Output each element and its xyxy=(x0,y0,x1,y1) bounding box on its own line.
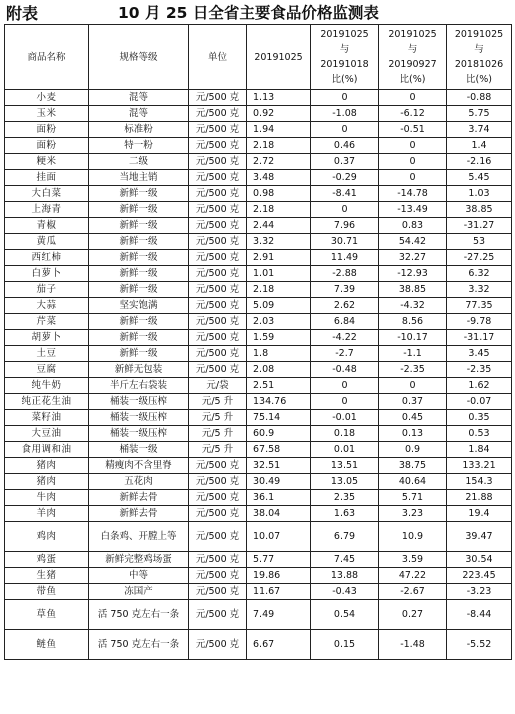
change-year-cell: 39.47 xyxy=(447,522,512,552)
spec-grade-cell: 桶装一级 xyxy=(89,442,189,458)
change-month-cell: 0 xyxy=(379,138,447,154)
change-year-cell: 30.54 xyxy=(447,552,512,568)
commodity-name-cell: 豆腐 xyxy=(5,362,89,378)
price-cell: 5.77 xyxy=(247,552,311,568)
change-week-cell: 7.45 xyxy=(311,552,379,568)
change-week-cell: 0.46 xyxy=(311,138,379,154)
change-week-cell: 13.88 xyxy=(311,568,379,584)
change-week-cell: -2.88 xyxy=(311,266,379,282)
unit-cell: 元/500 克 xyxy=(189,90,247,106)
commodity-name-cell: 小麦 xyxy=(5,90,89,106)
commodity-name-cell: 大白菜 xyxy=(5,186,89,202)
table-row xyxy=(5,362,512,378)
change-month-cell: 0.27 xyxy=(379,600,447,630)
price-cell: 2.18 xyxy=(247,202,311,218)
unit-cell: 元/500 克 xyxy=(189,234,247,250)
table-row xyxy=(5,170,512,186)
commodity-name-cell: 大蒜 xyxy=(5,298,89,314)
price-cell: 2.91 xyxy=(247,250,311,266)
change-month-cell: 0 xyxy=(379,154,447,170)
commodity-name-cell: 粳米 xyxy=(5,154,89,170)
spec-grade-cell: 桶装一级压榨 xyxy=(89,394,189,410)
commodity-name-cell: 猪肉 xyxy=(5,474,89,490)
change-week-cell: 1.63 xyxy=(311,506,379,522)
spec-grade-cell: 坚实饱满 xyxy=(89,298,189,314)
spec-grade-cell: 新鲜完整鸡场蛋 xyxy=(89,552,189,568)
price-cell: 36.1 xyxy=(247,490,311,506)
table-row xyxy=(5,506,512,522)
spec-grade-cell: 冻国产 xyxy=(89,584,189,600)
change-year-cell: 1.84 xyxy=(447,442,512,458)
change-year-cell: 77.35 xyxy=(447,298,512,314)
commodity-name-cell: 白萝卜 xyxy=(5,266,89,282)
header-row xyxy=(5,25,512,90)
spec-grade-cell: 新鲜去骨 xyxy=(89,506,189,522)
table-row xyxy=(5,298,512,314)
commodity-name-cell: 鸡肉 xyxy=(5,522,89,552)
commodity-name-cell: 纯牛奶 xyxy=(5,378,89,394)
change-month-cell: 54.42 xyxy=(379,234,447,250)
change-year-cell: 1.4 xyxy=(447,138,512,154)
change-year-cell: 6.32 xyxy=(447,266,512,282)
spec-grade-cell: 中等 xyxy=(89,568,189,584)
change-week-cell: -0.29 xyxy=(311,170,379,186)
table-row xyxy=(5,394,512,410)
table-row xyxy=(5,266,512,282)
change-month-cell: 0.37 xyxy=(379,394,447,410)
unit-cell: 元/5 升 xyxy=(189,442,247,458)
table-row xyxy=(5,378,512,394)
page-title: 10 月 25 日全省主要食品价格监测表 xyxy=(118,4,379,22)
change-month-cell: -0.51 xyxy=(379,122,447,138)
unit-cell: 元/500 克 xyxy=(189,490,247,506)
price-cell: 134.76 xyxy=(247,394,311,410)
unit-cell: 元/袋 xyxy=(189,378,247,394)
change-year-cell: 19.4 xyxy=(447,506,512,522)
unit-cell: 元/500 克 xyxy=(189,584,247,600)
change-year-cell: 3.32 xyxy=(447,282,512,298)
appendix-label: 附表 xyxy=(6,4,39,23)
change-year-cell: 1.03 xyxy=(447,186,512,202)
change-year-cell: -9.78 xyxy=(447,314,512,330)
table-row xyxy=(5,442,512,458)
change-week-cell: 0 xyxy=(311,394,379,410)
commodity-name-cell: 挂面 xyxy=(5,170,89,186)
price-cell: 2.08 xyxy=(247,362,311,378)
change-week-cell: -8.41 xyxy=(311,186,379,202)
table-row xyxy=(5,552,512,568)
table-row xyxy=(5,426,512,442)
change-week-cell: 30.71 xyxy=(311,234,379,250)
commodity-name-cell: 纯正花生油 xyxy=(5,394,89,410)
change-week-cell: 2.35 xyxy=(311,490,379,506)
change-year-cell: 0.53 xyxy=(447,426,512,442)
change-month-cell: 8.56 xyxy=(379,314,447,330)
change-week-cell: 6.84 xyxy=(311,314,379,330)
spec-grade-cell: 混等 xyxy=(89,90,189,106)
table-row xyxy=(5,330,512,346)
price-cell: 10.07 xyxy=(247,522,311,552)
spec-grade-cell: 新鲜一级 xyxy=(89,186,189,202)
price-cell: 1.8 xyxy=(247,346,311,362)
change-week-cell: -1.08 xyxy=(311,106,379,122)
change-week-cell: -2.7 xyxy=(311,346,379,362)
change-year-cell: 223.45 xyxy=(447,568,512,584)
commodity-name-cell: 玉米 xyxy=(5,106,89,122)
change-month-cell: 0.83 xyxy=(379,218,447,234)
change-month-cell: 0 xyxy=(379,90,447,106)
commodity-name-cell: 鲢鱼 xyxy=(5,630,89,660)
column-header-change-month: 20191025 与 20190927 比(%) xyxy=(379,25,447,90)
change-week-cell: 6.79 xyxy=(311,522,379,552)
change-week-cell: 0 xyxy=(311,378,379,394)
price-cell: 0.92 xyxy=(247,106,311,122)
unit-cell: 元/500 克 xyxy=(189,218,247,234)
column-header-change-week: 20191025 与 20191018 比(%) xyxy=(311,25,379,90)
spec-grade-cell: 新鲜一级 xyxy=(89,282,189,298)
change-year-cell: 5.45 xyxy=(447,170,512,186)
unit-cell: 元/500 克 xyxy=(189,630,247,660)
change-month-cell: 0.45 xyxy=(379,410,447,426)
change-week-cell: 0.01 xyxy=(311,442,379,458)
change-year-cell: -0.88 xyxy=(447,90,512,106)
change-month-cell: 38.85 xyxy=(379,282,447,298)
spec-grade-cell: 活 750 克左右一条 xyxy=(89,600,189,630)
price-cell: 19.86 xyxy=(247,568,311,584)
change-month-cell: -6.12 xyxy=(379,106,447,122)
change-week-cell: 0 xyxy=(311,90,379,106)
change-month-cell: 3.59 xyxy=(379,552,447,568)
unit-cell: 元/500 克 xyxy=(189,266,247,282)
spec-grade-cell: 新鲜去骨 xyxy=(89,490,189,506)
unit-cell: 元/500 克 xyxy=(189,282,247,298)
table-row xyxy=(5,346,512,362)
change-week-cell: 7.39 xyxy=(311,282,379,298)
commodity-name-cell: 上海青 xyxy=(5,202,89,218)
change-month-cell: -1.1 xyxy=(379,346,447,362)
unit-cell: 元/500 克 xyxy=(189,138,247,154)
unit-cell: 元/5 升 xyxy=(189,426,247,442)
spec-grade-cell: 活 750 克左右一条 xyxy=(89,630,189,660)
commodity-name-cell: 青椒 xyxy=(5,218,89,234)
commodity-name-cell: 草鱼 xyxy=(5,600,89,630)
commodity-name-cell: 猪肉 xyxy=(5,458,89,474)
spec-grade-cell: 新鲜无包装 xyxy=(89,362,189,378)
price-cell: 67.58 xyxy=(247,442,311,458)
commodity-name-cell: 生猪 xyxy=(5,568,89,584)
price-cell: 38.04 xyxy=(247,506,311,522)
change-year-cell: 154.3 xyxy=(447,474,512,490)
table-row xyxy=(5,410,512,426)
price-table xyxy=(4,24,512,660)
change-year-cell: 38.85 xyxy=(447,202,512,218)
commodity-name-cell: 西红柿 xyxy=(5,250,89,266)
commodity-name-cell: 带鱼 xyxy=(5,584,89,600)
change-month-cell: -10.17 xyxy=(379,330,447,346)
table-row xyxy=(5,282,512,298)
spec-grade-cell: 标准粉 xyxy=(89,122,189,138)
commodity-name-cell: 食用调和油 xyxy=(5,442,89,458)
change-month-cell: 0.13 xyxy=(379,426,447,442)
price-cell: 6.67 xyxy=(247,630,311,660)
table-row xyxy=(5,122,512,138)
table-row xyxy=(5,474,512,490)
table-row xyxy=(5,138,512,154)
price-cell: 2.44 xyxy=(247,218,311,234)
change-year-cell: -8.44 xyxy=(447,600,512,630)
change-year-cell: -27.25 xyxy=(447,250,512,266)
unit-cell: 元/500 克 xyxy=(189,154,247,170)
unit-cell: 元/500 克 xyxy=(189,186,247,202)
change-year-cell: 0.35 xyxy=(447,410,512,426)
change-week-cell: -0.43 xyxy=(311,584,379,600)
change-year-cell: -2.35 xyxy=(447,362,512,378)
commodity-name-cell: 牛肉 xyxy=(5,490,89,506)
commodity-name-cell: 胡萝卜 xyxy=(5,330,89,346)
commodity-name-cell: 茄子 xyxy=(5,282,89,298)
change-month-cell: -12.93 xyxy=(379,266,447,282)
price-cell: 1.13 xyxy=(247,90,311,106)
spec-grade-cell: 白条鸡、开膛上等 xyxy=(89,522,189,552)
table-row xyxy=(5,106,512,122)
change-month-cell: 40.64 xyxy=(379,474,447,490)
change-month-cell: -1.48 xyxy=(379,630,447,660)
change-week-cell: 0 xyxy=(311,122,379,138)
change-month-cell: -2.67 xyxy=(379,584,447,600)
change-year-cell: -31.27 xyxy=(447,218,512,234)
unit-cell: 元/500 克 xyxy=(189,600,247,630)
table-row xyxy=(5,234,512,250)
spec-grade-cell: 新鲜一级 xyxy=(89,330,189,346)
price-cell: 5.09 xyxy=(247,298,311,314)
price-cell: 3.48 xyxy=(247,170,311,186)
price-cell: 11.67 xyxy=(247,584,311,600)
price-cell: 2.51 xyxy=(247,378,311,394)
commodity-name-cell: 土豆 xyxy=(5,346,89,362)
change-month-cell: 0 xyxy=(379,378,447,394)
price-cell: 32.51 xyxy=(247,458,311,474)
column-header-commodity-name: 商品名称 xyxy=(5,25,89,90)
table-body xyxy=(5,25,512,660)
price-cell: 2.18 xyxy=(247,138,311,154)
unit-cell: 元/500 克 xyxy=(189,314,247,330)
table-row xyxy=(5,630,512,660)
unit-cell: 元/500 克 xyxy=(189,522,247,552)
unit-cell: 元/500 克 xyxy=(189,346,247,362)
table-row xyxy=(5,490,512,506)
change-week-cell: 0 xyxy=(311,202,379,218)
table-row xyxy=(5,522,512,552)
change-week-cell: 13.51 xyxy=(311,458,379,474)
spec-grade-cell: 桶装一级压榨 xyxy=(89,426,189,442)
spec-grade-cell: 新鲜一级 xyxy=(89,202,189,218)
spec-grade-cell: 特一粉 xyxy=(89,138,189,154)
price-cell: 1.94 xyxy=(247,122,311,138)
change-week-cell: 0.15 xyxy=(311,630,379,660)
change-year-cell: 5.75 xyxy=(447,106,512,122)
price-cell: 3.32 xyxy=(247,234,311,250)
change-week-cell: 0.37 xyxy=(311,154,379,170)
table-row xyxy=(5,154,512,170)
price-cell: 1.59 xyxy=(247,330,311,346)
spec-grade-cell: 当地主销 xyxy=(89,170,189,186)
column-header-unit: 单位 xyxy=(189,25,247,90)
change-year-cell: -0.07 xyxy=(447,394,512,410)
commodity-name-cell: 菜籽油 xyxy=(5,410,89,426)
change-week-cell: 2.62 xyxy=(311,298,379,314)
unit-cell: 元/500 克 xyxy=(189,552,247,568)
change-month-cell: 0.9 xyxy=(379,442,447,458)
change-year-cell: -31.17 xyxy=(447,330,512,346)
table-row xyxy=(5,568,512,584)
change-month-cell: -4.32 xyxy=(379,298,447,314)
change-week-cell: 13.05 xyxy=(311,474,379,490)
change-year-cell: -2.16 xyxy=(447,154,512,170)
column-header-change-year: 20191025 与 20181026 比(%) xyxy=(447,25,512,90)
commodity-name-cell: 大豆油 xyxy=(5,426,89,442)
price-cell: 2.03 xyxy=(247,314,311,330)
price-cell: 2.18 xyxy=(247,282,311,298)
change-month-cell: 3.23 xyxy=(379,506,447,522)
unit-cell: 元/500 克 xyxy=(189,250,247,266)
unit-cell: 元/500 克 xyxy=(189,474,247,490)
commodity-name-cell: 鸡蛋 xyxy=(5,552,89,568)
change-week-cell: 7.96 xyxy=(311,218,379,234)
column-header-spec-grade: 规格等级 xyxy=(89,25,189,90)
unit-cell: 元/500 克 xyxy=(189,506,247,522)
price-cell: 75.14 xyxy=(247,410,311,426)
price-cell: 1.01 xyxy=(247,266,311,282)
price-cell: 60.9 xyxy=(247,426,311,442)
change-month-cell: 5.71 xyxy=(379,490,447,506)
spec-grade-cell: 半斤左右袋装 xyxy=(89,378,189,394)
spec-grade-cell: 二级 xyxy=(89,154,189,170)
table-row xyxy=(5,600,512,630)
change-year-cell: 133.21 xyxy=(447,458,512,474)
spec-grade-cell: 新鲜一级 xyxy=(89,218,189,234)
spec-grade-cell: 桶装一级压榨 xyxy=(89,410,189,426)
change-year-cell: 3.74 xyxy=(447,122,512,138)
table-row xyxy=(5,250,512,266)
price-cell: 0.98 xyxy=(247,186,311,202)
spec-grade-cell: 五花肉 xyxy=(89,474,189,490)
change-month-cell: 47.22 xyxy=(379,568,447,584)
spec-grade-cell: 新鲜一级 xyxy=(89,234,189,250)
column-header-price: 20191025 xyxy=(247,25,311,90)
change-week-cell: -0.48 xyxy=(311,362,379,378)
table-row xyxy=(5,186,512,202)
change-month-cell: 10.9 xyxy=(379,522,447,552)
change-month-cell: -13.49 xyxy=(379,202,447,218)
spec-grade-cell: 新鲜一级 xyxy=(89,346,189,362)
spec-grade-cell: 新鲜一级 xyxy=(89,250,189,266)
change-month-cell: -14.78 xyxy=(379,186,447,202)
table-row xyxy=(5,202,512,218)
table-row xyxy=(5,218,512,234)
title-row xyxy=(0,0,515,24)
change-week-cell: 11.49 xyxy=(311,250,379,266)
commodity-name-cell: 芹菜 xyxy=(5,314,89,330)
change-week-cell: 0.54 xyxy=(311,600,379,630)
spec-grade-cell: 混等 xyxy=(89,106,189,122)
change-month-cell: 32.27 xyxy=(379,250,447,266)
change-year-cell: 21.88 xyxy=(447,490,512,506)
table-row xyxy=(5,314,512,330)
change-year-cell: 53 xyxy=(447,234,512,250)
change-month-cell: 0 xyxy=(379,170,447,186)
unit-cell: 元/5 升 xyxy=(189,410,247,426)
unit-cell: 元/500 克 xyxy=(189,330,247,346)
commodity-name-cell: 面粉 xyxy=(5,122,89,138)
change-year-cell: 3.45 xyxy=(447,346,512,362)
unit-cell: 元/500 克 xyxy=(189,568,247,584)
spec-grade-cell: 新鲜一级 xyxy=(89,314,189,330)
unit-cell: 元/500 克 xyxy=(189,106,247,122)
unit-cell: 元/500 克 xyxy=(189,202,247,218)
price-cell: 7.49 xyxy=(247,600,311,630)
commodity-name-cell: 面粉 xyxy=(5,138,89,154)
change-week-cell: -0.01 xyxy=(311,410,379,426)
change-month-cell: 38.75 xyxy=(379,458,447,474)
spec-grade-cell: 精瘦肉不含里脊 xyxy=(89,458,189,474)
table-row xyxy=(5,90,512,106)
change-week-cell: -4.22 xyxy=(311,330,379,346)
unit-cell: 元/500 克 xyxy=(189,122,247,138)
unit-cell: 元/500 克 xyxy=(189,458,247,474)
unit-cell: 元/5 升 xyxy=(189,394,247,410)
unit-cell: 元/500 克 xyxy=(189,170,247,186)
table-row xyxy=(5,458,512,474)
price-cell: 2.72 xyxy=(247,154,311,170)
spec-grade-cell: 新鲜一级 xyxy=(89,266,189,282)
change-year-cell: -3.23 xyxy=(447,584,512,600)
change-year-cell: -5.52 xyxy=(447,630,512,660)
commodity-name-cell: 黄瓜 xyxy=(5,234,89,250)
table-row xyxy=(5,584,512,600)
change-year-cell: 1.62 xyxy=(447,378,512,394)
unit-cell: 元/500 克 xyxy=(189,298,247,314)
change-month-cell: -2.35 xyxy=(379,362,447,378)
price-cell: 30.49 xyxy=(247,474,311,490)
change-week-cell: 0.18 xyxy=(311,426,379,442)
unit-cell: 元/500 克 xyxy=(189,362,247,378)
commodity-name-cell: 羊肉 xyxy=(5,506,89,522)
